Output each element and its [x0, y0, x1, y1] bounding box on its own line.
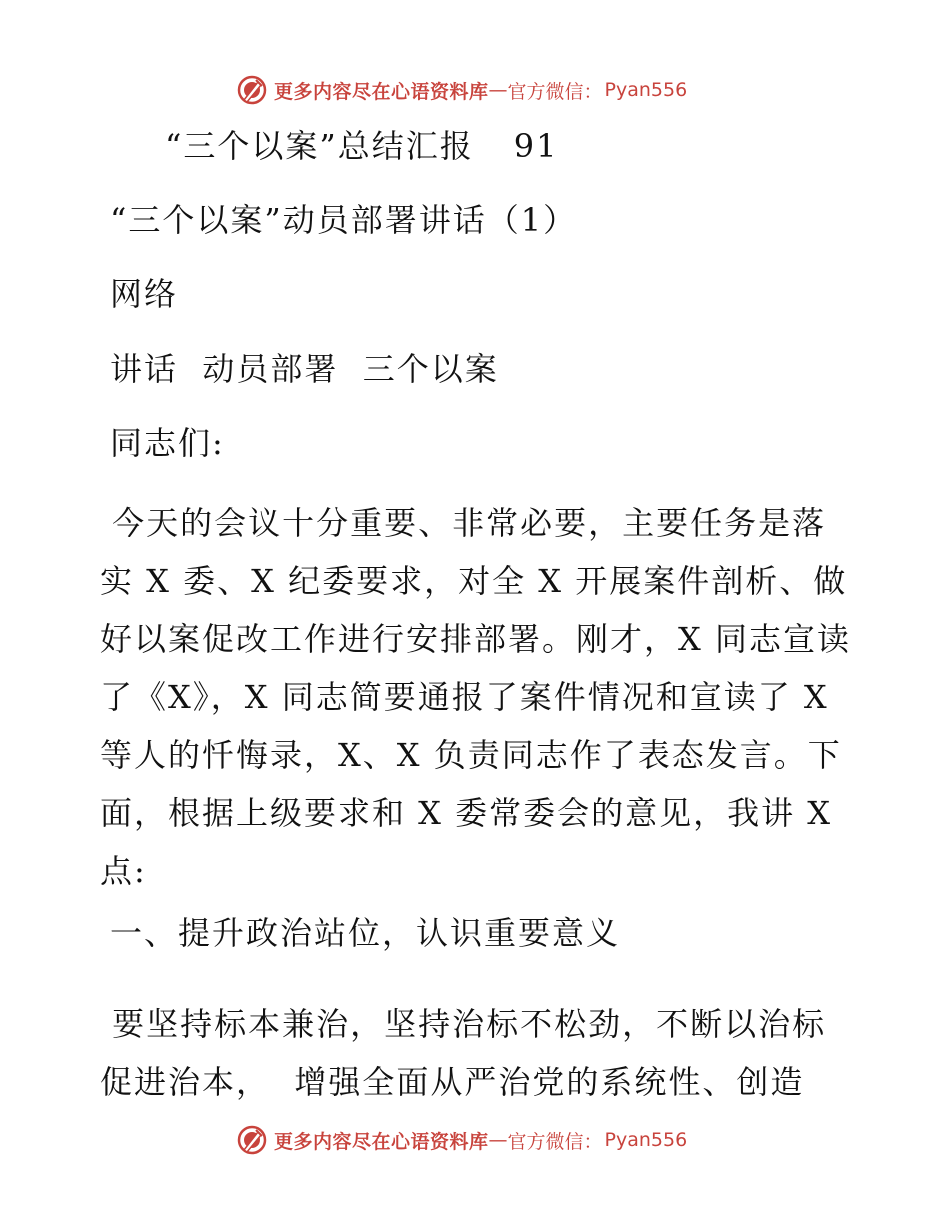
watermark-text: 更多内容尽在心语资料库 [274, 1130, 489, 1153]
watermark-text: 更多内容尽在心语资料库 [274, 80, 489, 103]
paragraph-line: 等人的忏悔录，X、X 负责同志作了表态发言。下 [100, 736, 842, 774]
paragraph-line: 今天的会议十分重要、非常必要，主要任务是落 [100, 504, 827, 542]
paragraph-section-one [100, 995, 860, 1111]
paragraph-line: 点: [100, 852, 147, 890]
watermark-header [236, 72, 687, 108]
section-heading: 一、提升政治站位，认识重要意义 [110, 914, 621, 952]
paragraph-line: 要坚持标本兼治，坚持治标不松劲，不断以治标 [100, 1005, 827, 1043]
watermark-footer [236, 1122, 687, 1158]
header-number: 91 [513, 127, 559, 165]
salutation: 同志们: [110, 424, 225, 462]
watermark-handle: Pyan556 [604, 79, 688, 101]
paragraph-line: 面，根据上级要求和 X 委常委会的意见，我讲 X [100, 794, 833, 832]
paragraph-intro [100, 494, 860, 900]
watermark-wechat-label: 官方微信： [507, 80, 603, 103]
watermark-handle: Pyan556 [604, 1129, 688, 1151]
paragraph-line: 实 X 委、X 纪委要求，对全 X 开展案件剖析、做 [100, 562, 848, 600]
header-line [165, 126, 558, 166]
pen-logo-icon [236, 1124, 268, 1156]
document-keywords: 讲话 动员部署 三个以案 [110, 350, 499, 388]
document-source: 网络 [110, 275, 179, 313]
paragraph-line: 了《X》，X 同志简要通报了案件情况和宣读了 X [100, 678, 829, 716]
paragraph-line: 好以案促改工作进行安排部署。刚才，X 同志宣读 [100, 620, 851, 658]
paragraph-line: 促进治本， 增强全面从严治党的系统性、创造 [100, 1063, 805, 1101]
header-title: “三个以案”总结汇报 [165, 127, 474, 165]
pen-logo-icon [236, 74, 268, 106]
watermark-wechat-label: 官方微信： [507, 1130, 603, 1153]
document-title: “三个以案”动员部署讲话（1） [110, 201, 578, 239]
watermark-separator: — [488, 1129, 508, 1151]
watermark-separator: — [488, 79, 508, 101]
